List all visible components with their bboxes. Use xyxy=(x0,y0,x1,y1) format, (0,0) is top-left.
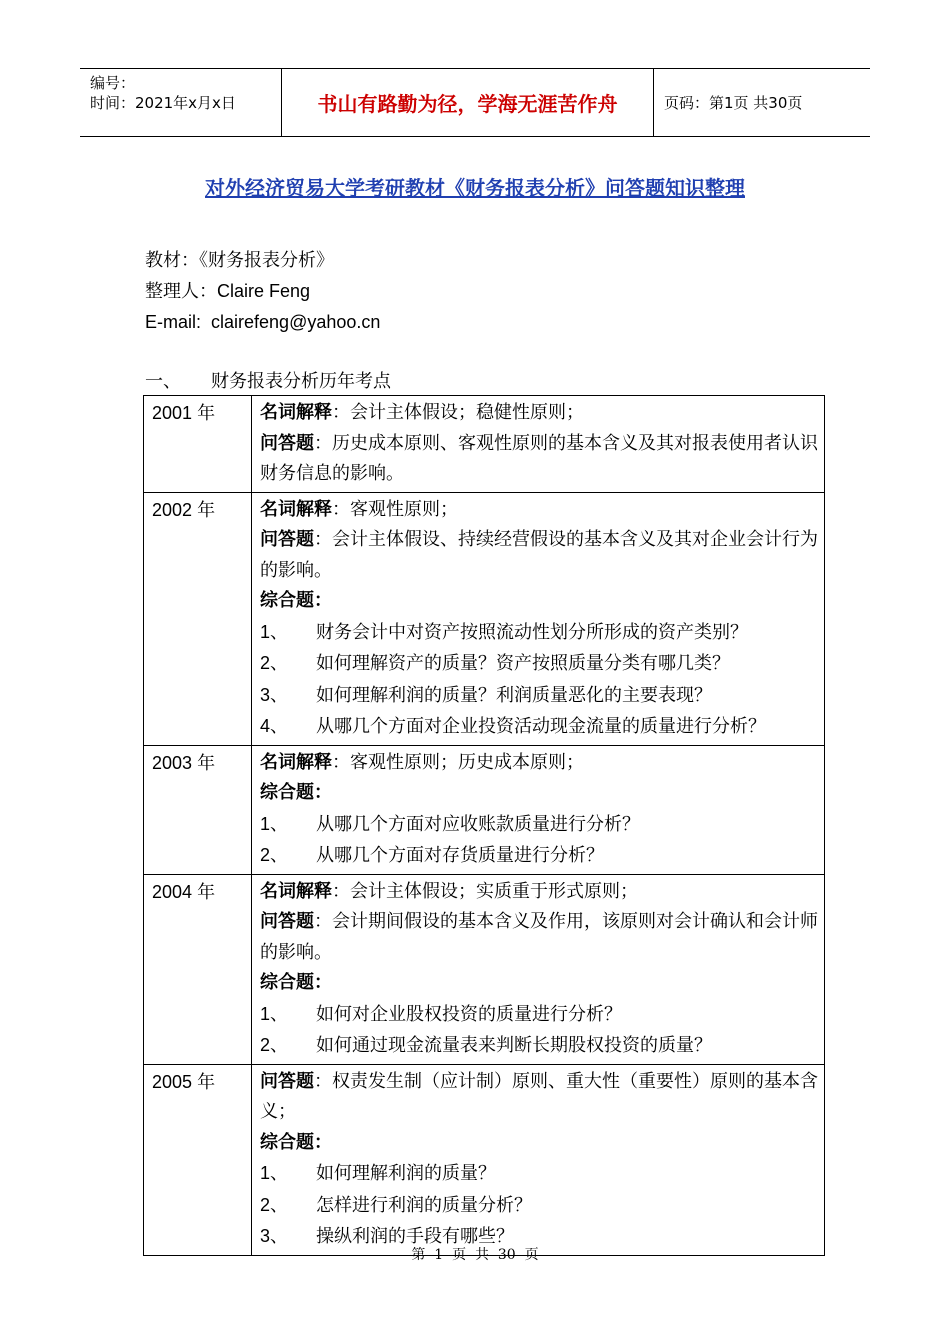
topic-label: 名词解释 xyxy=(260,880,332,902)
topic-line xyxy=(260,429,818,490)
year-value: 2002 xyxy=(152,499,193,520)
year-cell xyxy=(144,492,252,745)
year-suffix: 年 xyxy=(197,752,216,774)
year-value: 2004 xyxy=(152,881,193,902)
header-time-label: 时间：2021年x月x日 xyxy=(90,94,236,112)
question-text: 从哪几个方面对存货质量进行分析？ xyxy=(316,845,604,866)
question-number: 3、 xyxy=(260,1226,289,1246)
document-title[interactable]: 对外经济贸易大学考研教材《财务报表分析》问答题知识整理 xyxy=(205,176,745,200)
year-value: 2003 xyxy=(152,752,193,773)
topic-label: 名词解释 xyxy=(260,751,332,773)
topic-text: ：会计主体假设；稳健性原则； xyxy=(332,402,584,423)
year-cell xyxy=(144,745,252,874)
question-number: 1、 xyxy=(260,621,289,642)
topic-line xyxy=(260,495,818,526)
year-suffix: 年 xyxy=(197,499,216,521)
question-number: 2、 xyxy=(260,653,289,673)
question-item xyxy=(260,809,818,841)
topic-text: ：权责发生制（应计制）原则、重大性（重要性）原则的基本含义； xyxy=(260,1070,818,1122)
year-value: 2001 xyxy=(152,403,193,423)
topic-text: ：会计主体假设、持续经营假设的基本含义及其对企业会计行为的影响。 xyxy=(260,529,818,581)
topic-label: 名词解释 xyxy=(260,498,332,520)
table-row xyxy=(144,396,825,493)
question-number: 4、 xyxy=(260,716,289,736)
exam-topics-table xyxy=(143,395,825,1256)
table-row xyxy=(144,745,825,874)
editor-label: 整理人： xyxy=(145,281,217,302)
header-motto: 书山有路勤为径，学海无涯苦作舟 xyxy=(282,69,654,136)
table-row xyxy=(144,492,825,745)
topic-line xyxy=(260,877,818,908)
question-text: 从哪几个方面对企业投资活动现金流量的质量进行分析？ xyxy=(316,716,766,737)
topic-label: 问答题 xyxy=(260,529,314,550)
question-number: 2、 xyxy=(260,845,289,865)
page-header xyxy=(80,68,870,137)
question-text: 如何理解利润的质量？ xyxy=(316,1163,496,1184)
editor-line xyxy=(145,276,380,307)
question-text: 财务会计中对资产按照流动性划分所形成的资产类别？ xyxy=(316,621,748,643)
topics-cell xyxy=(252,745,825,874)
question-item xyxy=(260,648,818,680)
question-number: 2、 xyxy=(260,1035,289,1055)
topics-cell xyxy=(252,396,825,493)
question-item xyxy=(260,680,818,712)
question-item xyxy=(260,999,818,1031)
topic-line xyxy=(260,1067,818,1128)
question-text: 如何对企业股权投资的质量进行分析？ xyxy=(316,1003,622,1025)
header-page-info: 页码：第1页 共30页 xyxy=(664,94,803,112)
topic-text: ：会计期间假设的基本含义及作用，该原则对会计确认和会计师的影响。 xyxy=(260,911,818,963)
topics-cell xyxy=(252,1064,825,1255)
page-footer: 第 1 页 共 30 页 xyxy=(411,1247,539,1263)
topic-line xyxy=(260,1128,818,1159)
question-text: 怎样进行利润的质量分析？ xyxy=(316,1194,532,1216)
topic-label: 综合题： xyxy=(260,590,332,611)
question-item xyxy=(260,1190,818,1222)
document-meta xyxy=(145,246,380,337)
topic-label: 综合题： xyxy=(260,972,332,993)
table-row xyxy=(144,1064,825,1255)
topic-line xyxy=(260,748,818,779)
question-text: 如何通过现金流量表来判断长期股权投资的质量？ xyxy=(316,1035,712,1056)
section-title: 财务报表分析历年考点 xyxy=(211,371,391,392)
header-number-label: 编号： xyxy=(90,74,136,92)
year-value: 2005 xyxy=(152,1071,193,1092)
question-item xyxy=(260,1158,818,1190)
topic-label: 问答题 xyxy=(260,911,314,932)
year-suffix: 年 xyxy=(197,881,216,903)
table-row xyxy=(144,874,825,1064)
topic-text: ：客观性原则； xyxy=(332,498,458,520)
question-text: 操纵利润的手段有哪些？ xyxy=(316,1226,514,1247)
topic-line xyxy=(260,907,818,968)
email-label: E-mail: xyxy=(145,312,212,332)
question-number: 2、 xyxy=(260,1194,289,1215)
email-line xyxy=(145,307,380,337)
email-address: clairefeng@yahoo.cn xyxy=(211,312,381,332)
year-cell xyxy=(144,1064,252,1255)
year-cell xyxy=(144,396,252,493)
question-item xyxy=(260,711,818,743)
topic-line xyxy=(260,398,818,429)
topic-label: 综合题： xyxy=(260,782,332,803)
header-left-cell xyxy=(80,69,282,136)
section-heading xyxy=(145,367,391,393)
question-item xyxy=(260,840,818,872)
topic-label: 问答题 xyxy=(260,432,314,454)
topic-line xyxy=(260,525,818,586)
topic-line xyxy=(260,778,818,809)
year-cell xyxy=(144,874,252,1064)
topic-line xyxy=(260,586,818,617)
year-suffix: 年 xyxy=(197,403,216,424)
question-number: 1、 xyxy=(260,813,289,834)
question-text: 从哪几个方面对应收账款质量进行分析？ xyxy=(316,813,640,835)
topic-label: 问答题 xyxy=(260,1070,314,1092)
topic-line xyxy=(260,968,818,999)
question-text: 如何理解利润的质量？利润质量恶化的主要表现？ xyxy=(316,684,712,706)
topics-cell xyxy=(252,874,825,1064)
question-item xyxy=(260,617,818,649)
question-number: 1、 xyxy=(260,1163,289,1183)
topics-cell xyxy=(252,492,825,745)
topic-label: 名词解释 xyxy=(260,402,332,423)
question-number: 1、 xyxy=(260,1003,289,1024)
question-number: 3、 xyxy=(260,684,289,705)
year-suffix: 年 xyxy=(197,1071,216,1093)
question-text: 如何理解资产的质量？资产按照质量分类有哪几类？ xyxy=(316,653,730,674)
topic-text: ：会计主体假设；实质重于形式原则； xyxy=(332,880,638,902)
question-item xyxy=(260,1030,818,1062)
topic-text: ：客观性原则；历史成本原则； xyxy=(332,751,584,773)
topic-label: 综合题： xyxy=(260,1131,332,1153)
textbook-line: 教材：《财务报表分析》 xyxy=(145,250,334,271)
section-number: 一、 xyxy=(145,371,181,392)
editor-name: Claire Feng xyxy=(217,281,311,301)
topic-text: ：历史成本原则、客观性原则的基本含义及其对报表使用者认识财务信息的影响。 xyxy=(260,432,818,484)
